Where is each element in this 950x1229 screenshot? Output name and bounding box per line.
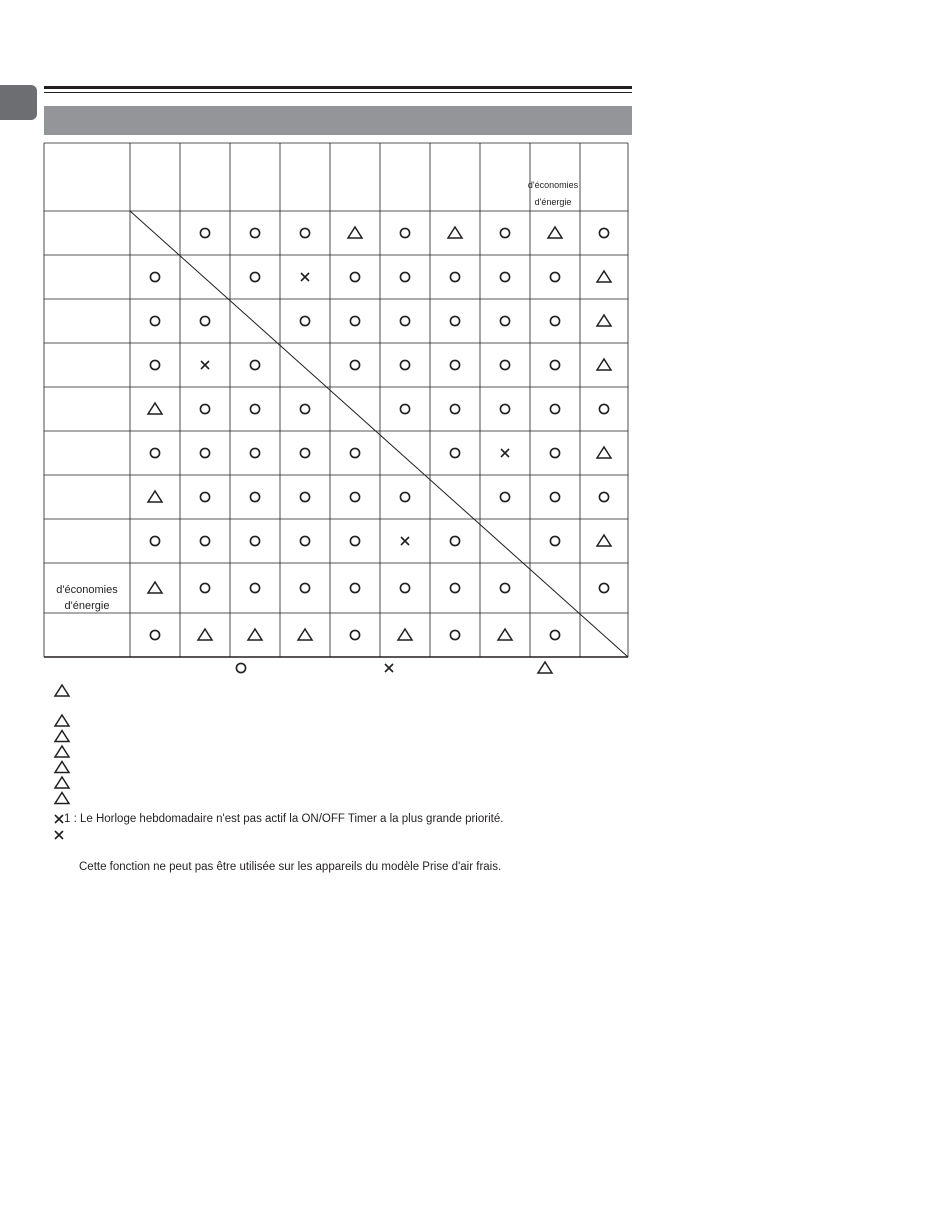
- triangle-icon: [55, 731, 69, 742]
- triangle-icon: [55, 685, 69, 696]
- triangle-icon: [55, 715, 69, 726]
- cross-icon: [55, 815, 63, 823]
- fresh-air-note: Cette fonction ne peut pas être utilisée sur les appareils du modèle Prise d'air frais.: [79, 861, 502, 873]
- triangle-icon: [55, 762, 69, 773]
- triangle-icon: [55, 793, 69, 804]
- cross-icon: [55, 831, 63, 839]
- cross-note-1: 1 : Le Horloge hebdomadaire n'est pas actif la ON/OFF Timer a la plus grande priorité.: [64, 813, 504, 825]
- header-note-line-1: d'économies: [527, 180, 579, 190]
- header-note-line-2: d'énergie: [534, 197, 572, 207]
- triangle-icon: [55, 777, 69, 788]
- row-label-note-line-2: d'énergie: [64, 600, 110, 612]
- triangle-icon: [55, 746, 69, 757]
- row-label-note-line-1: d'économies: [56, 584, 118, 596]
